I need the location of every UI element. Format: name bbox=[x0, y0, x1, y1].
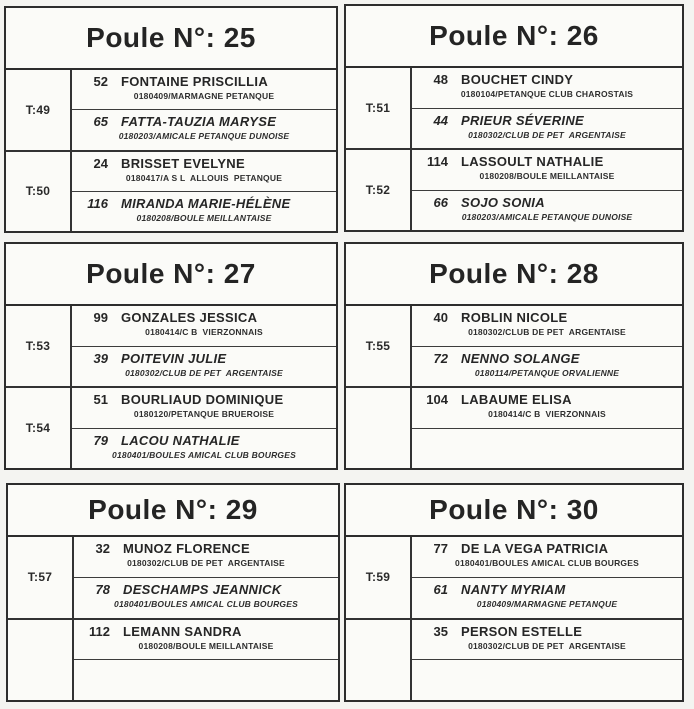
players-column bbox=[412, 150, 682, 230]
player-number: 51 bbox=[93, 392, 108, 407]
player-row bbox=[72, 109, 336, 149]
players-column bbox=[74, 537, 338, 618]
player-number: 72 bbox=[433, 350, 448, 366]
pool-title: Poule N°: 30 bbox=[346, 485, 682, 537]
player-row bbox=[412, 190, 682, 231]
match-block bbox=[8, 618, 338, 701]
player-name: FONTAINE PRISCILLIA bbox=[121, 74, 269, 89]
match-block bbox=[346, 68, 682, 148]
player-row bbox=[412, 346, 682, 387]
player-name: FATTA-TAUZIA MARYSE bbox=[121, 114, 277, 130]
player-club: 0180208/BOULE MEILLANTAISE bbox=[138, 640, 274, 651]
player-line bbox=[72, 74, 336, 89]
player-club: 0180120/PETANQUE BRUEROISE bbox=[133, 409, 275, 419]
player-name: MUNOZ FLORENCE bbox=[123, 541, 250, 556]
player-club: 0180302/CLUB DE PET ARGENTAISE bbox=[127, 558, 285, 568]
player-club: 0180114/PETANQUE ORVALIENNE bbox=[474, 367, 620, 378]
time-slot-label: T:53 bbox=[6, 306, 72, 386]
pool-table-28 bbox=[344, 242, 684, 470]
pool-title: Poule N°: 25 bbox=[6, 8, 336, 70]
player-number: 116 bbox=[87, 195, 108, 211]
player-row bbox=[72, 306, 336, 346]
player-line bbox=[72, 310, 336, 325]
player-name: BOUCHET CINDY bbox=[461, 72, 574, 87]
player-row bbox=[412, 388, 682, 428]
player-club: 0180409/MARMAGNE PETANQUE bbox=[133, 91, 275, 101]
player-name: DE LA VEGA PATRICIA bbox=[461, 541, 609, 556]
players-column bbox=[412, 388, 682, 468]
players-column bbox=[412, 620, 682, 701]
player-row bbox=[412, 620, 682, 660]
player-club: 0180302/CLUB DE PET ARGENTAISE bbox=[468, 640, 626, 651]
time-slot-label: T:50 bbox=[6, 152, 72, 232]
match-block bbox=[346, 148, 682, 230]
player-row bbox=[72, 428, 336, 469]
player-number: 40 bbox=[433, 310, 448, 325]
player-row bbox=[412, 150, 682, 190]
player-line bbox=[72, 392, 336, 407]
player-row bbox=[72, 152, 336, 191]
time-slot-label: T:59 bbox=[346, 537, 412, 618]
player-name: MIRANDA MARIE-HÉLÈNE bbox=[121, 195, 291, 211]
player-name: NANTY MYRIAM bbox=[461, 581, 566, 597]
player-name: DESCHAMPS JEANNICK bbox=[123, 581, 282, 597]
pool-table-26 bbox=[344, 4, 684, 232]
player-name: ROBLIN NICOLE bbox=[461, 310, 568, 325]
player-name: PRIEUR SÉVERINE bbox=[461, 112, 584, 128]
player-number: 44 bbox=[433, 112, 448, 128]
pool-body bbox=[6, 306, 336, 468]
pool-table-29 bbox=[6, 483, 340, 702]
match-block bbox=[6, 70, 336, 150]
player-number: 77 bbox=[433, 541, 448, 556]
player-number: 65 bbox=[93, 114, 108, 130]
player-number: 52 bbox=[93, 74, 108, 89]
player-line bbox=[412, 392, 682, 407]
player-row-empty bbox=[412, 428, 682, 469]
player-row bbox=[74, 577, 338, 618]
player-number: 32 bbox=[95, 541, 110, 556]
match-block bbox=[8, 537, 338, 618]
player-line bbox=[412, 154, 682, 169]
player-number: 35 bbox=[433, 623, 448, 639]
time-slot-label: T:54 bbox=[6, 388, 72, 468]
player-number: 114 bbox=[427, 154, 448, 169]
players-column bbox=[72, 388, 336, 468]
player-number: 104 bbox=[426, 392, 448, 407]
player-club: 0180208/BOULE MEILLANTAISE bbox=[479, 171, 615, 181]
player-number: 61 bbox=[433, 581, 448, 597]
player-row bbox=[412, 537, 682, 577]
player-club: 0180401/BOULES AMICAL CLUB BOURGES bbox=[112, 449, 296, 460]
pool-table-27 bbox=[4, 242, 338, 470]
player-club: 0180203/AMICALE PETANQUE DUNOISE bbox=[118, 131, 290, 142]
player-club: 0180104/PETANQUE CLUB CHAROSTAIS bbox=[460, 89, 634, 99]
player-name: LEMANN SANDRA bbox=[123, 623, 242, 639]
player-name: PERSON ESTELLE bbox=[461, 623, 583, 639]
player-name: LABAUME ELISA bbox=[461, 392, 572, 407]
player-line bbox=[72, 433, 336, 448]
pool-title: Poule N°: 26 bbox=[346, 6, 682, 68]
player-name: BOURLIAUD DOMINIQUE bbox=[121, 392, 284, 407]
player-line bbox=[412, 195, 682, 210]
player-row bbox=[74, 537, 338, 577]
time-slot-label: T:51 bbox=[346, 68, 412, 148]
player-name: LACOU NATHALIE bbox=[121, 432, 240, 448]
player-row bbox=[412, 306, 682, 346]
time-slot-label: T:55 bbox=[346, 306, 412, 386]
player-club: 0180208/BOULE MEILLANTAISE bbox=[136, 212, 272, 223]
player-row-empty bbox=[412, 659, 682, 700]
player-number: 79 bbox=[93, 432, 108, 448]
time-slot-label bbox=[346, 620, 412, 701]
player-name: POITEVIN JULIE bbox=[121, 350, 227, 366]
match-block bbox=[6, 150, 336, 232]
player-line bbox=[72, 114, 336, 129]
player-club: 0180302/CLUB DE PET ARGENTAISE bbox=[468, 327, 626, 337]
time-slot-label bbox=[346, 388, 412, 468]
pool-body bbox=[346, 306, 682, 468]
player-name: GONZALES JESSICA bbox=[121, 310, 258, 325]
pool-table-25 bbox=[4, 6, 338, 233]
player-line bbox=[412, 72, 682, 87]
player-club: 0180203/AMICALE PETANQUE DUNOISE bbox=[461, 211, 633, 222]
player-row bbox=[412, 577, 682, 618]
player-club: 0180302/CLUB DE PET ARGENTAISE bbox=[125, 367, 283, 378]
players-column bbox=[412, 68, 682, 148]
match-block bbox=[346, 618, 682, 701]
pool-title: Poule N°: 28 bbox=[346, 244, 682, 306]
player-number: 48 bbox=[433, 72, 448, 87]
player-row bbox=[72, 191, 336, 231]
players-column bbox=[412, 306, 682, 386]
player-number: 39 bbox=[93, 350, 108, 366]
players-column bbox=[74, 620, 338, 701]
player-line bbox=[72, 196, 336, 211]
player-club: 0180414/C B VIERZONNAIS bbox=[145, 327, 263, 337]
players-column bbox=[72, 306, 336, 386]
match-block bbox=[6, 306, 336, 386]
player-number: 24 bbox=[93, 155, 108, 171]
match-block bbox=[346, 537, 682, 618]
player-line bbox=[74, 624, 338, 639]
player-club: 0180302/CLUB DE PET ARGENTAISE bbox=[468, 129, 626, 140]
pool-body bbox=[346, 537, 682, 700]
player-row bbox=[72, 346, 336, 387]
pool-table-30 bbox=[344, 483, 684, 702]
player-line bbox=[72, 351, 336, 366]
players-column bbox=[412, 537, 682, 618]
pool-body bbox=[6, 70, 336, 231]
player-club: 0180401/BOULES AMICAL CLUB BOURGES bbox=[114, 598, 298, 609]
match-block bbox=[346, 386, 682, 468]
time-slot-label: T:57 bbox=[8, 537, 74, 618]
time-slot-label: T:49 bbox=[6, 70, 72, 150]
pool-body bbox=[8, 537, 338, 700]
player-line bbox=[74, 541, 338, 556]
match-block bbox=[6, 386, 336, 468]
player-number: 112 bbox=[89, 623, 110, 639]
time-slot-label bbox=[8, 620, 74, 701]
player-name: SOJO SONIA bbox=[461, 194, 545, 210]
players-column bbox=[72, 70, 336, 150]
player-club: 0180414/C B VIERZONNAIS bbox=[488, 409, 606, 419]
player-line bbox=[72, 156, 336, 171]
player-line bbox=[412, 113, 682, 128]
player-row bbox=[72, 70, 336, 109]
player-name: NENNO SOLANGE bbox=[461, 350, 580, 366]
player-row bbox=[412, 68, 682, 108]
match-block bbox=[346, 306, 682, 386]
pool-title: Poule N°: 27 bbox=[6, 244, 336, 306]
player-line bbox=[412, 351, 682, 366]
player-row bbox=[72, 388, 336, 428]
pool-title: Poule N°: 29 bbox=[8, 485, 338, 537]
player-row bbox=[74, 620, 338, 660]
player-line bbox=[412, 582, 682, 597]
player-line bbox=[412, 541, 682, 556]
player-name: BRISSET EVELYNE bbox=[121, 155, 245, 171]
player-number: 99 bbox=[93, 310, 108, 325]
player-number: 78 bbox=[95, 581, 110, 597]
player-club: 0180409/MARMAGNE PETANQUE bbox=[476, 598, 618, 609]
player-row bbox=[412, 108, 682, 149]
player-name: LASSOULT NATHALIE bbox=[461, 154, 604, 169]
player-line bbox=[412, 624, 682, 639]
player-number: 66 bbox=[433, 194, 448, 210]
pool-body bbox=[346, 68, 682, 230]
players-column bbox=[72, 152, 336, 232]
player-line bbox=[74, 582, 338, 597]
player-club: 0180401/BOULES AMICAL CLUB BOURGES bbox=[455, 558, 639, 568]
player-row-empty bbox=[74, 659, 338, 700]
time-slot-label: T:52 bbox=[346, 150, 412, 230]
player-club: 0180417/A S L ALLOUIS PETANQUE bbox=[125, 172, 283, 183]
player-line bbox=[412, 310, 682, 325]
